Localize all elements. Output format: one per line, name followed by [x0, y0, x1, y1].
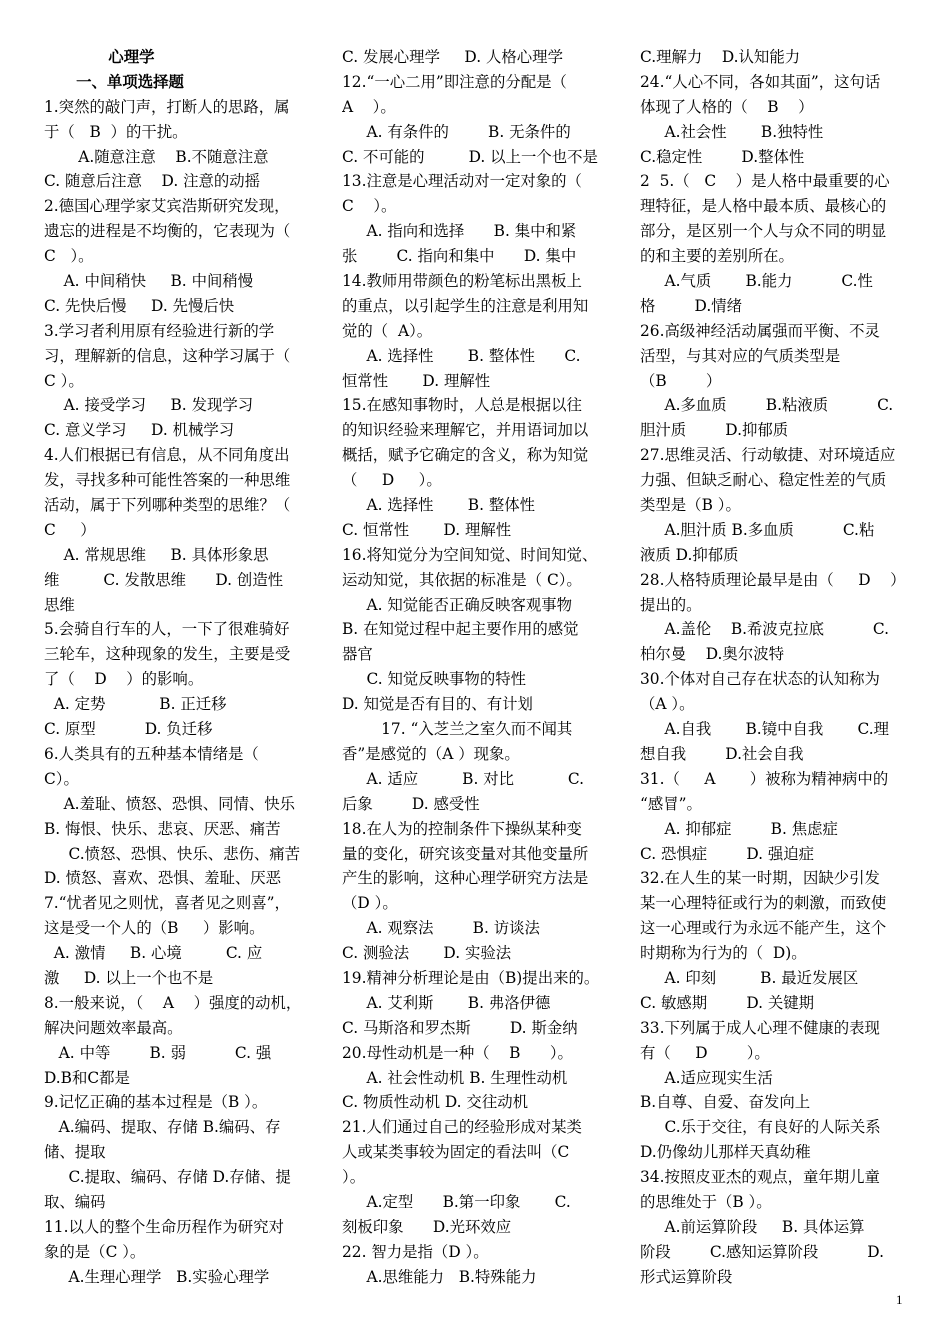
text-line: 三轮车，这种现象的发生，主要是受	[44, 645, 291, 664]
text-line: A.羞耻、愤怒、恐惧、同情、快乐	[44, 794, 296, 813]
text-line: 9.记忆正确的基本过程是（B ）。	[44, 1093, 268, 1112]
text-line: A.编码、提取、存储 B.编码、存	[44, 1118, 281, 1137]
text-line: 部分，是区别一个人与众不同的明显	[640, 222, 887, 241]
text-line: C. 恒常性 D. 理解性	[342, 520, 512, 539]
text-line: A.自我 B.镜中自我 C.理	[640, 720, 890, 739]
text-line: 了（ D ）的影响。	[44, 670, 204, 689]
column-3	[640, 45, 908, 1290]
text-line: 19.精神分析理论是由（B)提出来的。	[342, 968, 600, 987]
text-line: A. 知觉能否正确反映客观事物	[342, 595, 573, 614]
text-line: 2.德国心理学家艾宾浩斯研究发现，	[44, 197, 290, 216]
text-line: 体现了人格的（ B ）	[640, 97, 814, 116]
text-line: 某一心理特征或行为的刺激，而致使	[640, 894, 887, 913]
text-line: C. 发展心理学 D. 人格心理学	[342, 48, 563, 66]
text-line: C. 先快后慢 D. 先慢后快	[44, 296, 235, 315]
text-line: C. 意义学习 D. 机械学习	[44, 421, 235, 440]
text-line: 4.人们根据已有信息，从不同角度出	[44, 446, 290, 465]
text-line: C. 原型 D. 负迁移	[44, 720, 213, 739]
text-line: C. 物质性动机 D. 交往动机	[342, 1093, 528, 1112]
text-line: 香”是感觉的（A ）现象。	[342, 744, 520, 763]
text-line: C. 不可能的 D. 以上一个也不是	[342, 147, 598, 166]
text-line: 理特征，是人格中最本质、最核心的	[640, 197, 887, 216]
page-number: 1	[896, 1292, 903, 1307]
text-line: D. 愤怒、喜欢、恐惧、羞耻、厌恶	[44, 869, 282, 888]
text-line: A.思维能力 B.特殊能力	[342, 1267, 537, 1286]
text-line: 刻板印象 D.光环效应	[342, 1217, 512, 1236]
text-line: 张 C. 指向和集中 D. 集中	[342, 247, 577, 266]
text-line: A.定型 B.第一印象 C.	[342, 1192, 571, 1211]
text-line: B. 在知觉过程中起主要作用的感觉	[342, 620, 579, 639]
text-line: A. 中等 B. 弱 C. 强	[44, 1043, 272, 1062]
text-line: D.B和C都是	[44, 1068, 130, 1087]
text-line: 发，寻找多种可能性答案的一种思维	[44, 471, 291, 490]
text-line: A. 适应 B. 对比 C.	[342, 769, 584, 788]
text-line: 产生的影响，这种心理学研究方法是	[342, 869, 589, 888]
text-line: 34.按照皮亚杰的观点，童年期儿童	[640, 1168, 880, 1187]
text-line: C.理解力 D.认知能力	[640, 48, 801, 66]
text-line: 储、提取	[44, 1143, 106, 1162]
text-line: 7.“忧者见之则忧，喜者见之则喜”，	[44, 894, 290, 913]
text-line: 8.一般来说，（ A ）强度的动机，	[44, 993, 302, 1012]
text-line: A.盖伦 B.希波克拉底 C.	[640, 620, 890, 639]
text-line: 格 D.情绪	[640, 296, 742, 315]
text-line: C ）。	[342, 197, 397, 216]
text-line: 量的变化，研究该变量对其他变量所	[342, 844, 589, 863]
text-line: （A ）。	[640, 695, 695, 714]
text-line: B.自尊、自爱、奋发向上	[640, 1093, 811, 1112]
text-line: 27.思维灵活、行动敏捷、对环境适应	[640, 446, 896, 465]
text-line: 24.“人心不同，各如其面”，这句话	[640, 72, 881, 91]
text-line: C.提取、编码、存储 D.存储、提	[44, 1168, 291, 1187]
text-line: A.社会性 B.独特性	[640, 122, 824, 141]
text-line: 取、编码	[44, 1192, 106, 1211]
text-line: D. 知觉是否有目的、有计划	[342, 695, 533, 714]
text-line: “感冒”。	[640, 794, 702, 813]
text-line: 18.在人为的控制条件下操纵某种变	[342, 819, 582, 838]
text-line: 于（ B ）的干扰。	[44, 122, 188, 141]
text-line: C ）。	[44, 247, 94, 266]
text-line: 提出的。	[640, 595, 702, 614]
text-line: 有（ D ）。	[640, 1043, 770, 1062]
text-line: D.仍像幼儿那样天真幼稚	[640, 1143, 811, 1162]
text-line: 后象 D. 感受性	[342, 794, 480, 813]
text-line: A. 接受学习 B. 发现学习	[44, 396, 254, 415]
text-line: 运动知觉，其依据的标准是（ C）。	[342, 570, 582, 589]
text-line: C.乐于交往，有良好的人际关系	[640, 1118, 881, 1137]
text-line: A.前运算阶段 B. 具体运算	[640, 1217, 865, 1236]
text-line: 觉的（ A）。	[342, 321, 433, 340]
text-line: 概括，赋予它确定的含义，称为知觉	[342, 446, 589, 465]
text-line: A.胆汁质 B.多血质 C.粘	[640, 520, 875, 539]
text-line: 恒常性 D. 理解性	[342, 371, 491, 390]
text-line: C. 恐惧症 D. 强迫症	[640, 844, 815, 863]
text-line: （B ）	[640, 371, 722, 390]
text-line: A. 定势 B. 正迁移	[44, 695, 227, 714]
text-line: 活动，属于下列哪种类型的思维？（	[44, 496, 291, 515]
text-line: 21.人们通过自己的经验形成对某类	[342, 1118, 582, 1137]
text-line: C ）	[44, 520, 96, 539]
text-line: 活型，与其对应的气质类型是	[640, 346, 841, 365]
text-line: A. 中间稍快 B. 中间稍慢	[44, 272, 254, 291]
text-line: B. 悔恨、快乐、悲哀、厌恶、痛苦	[44, 819, 281, 838]
text-line: C. 敏感期 D. 关键期	[640, 993, 815, 1012]
text-line: 28.人格特质理论最早是由（ D ）	[640, 570, 906, 589]
text-line: 31.（ A ）被称为精神病中的	[640, 769, 889, 788]
text-line: C. 马斯洛和罗杰斯 D. 斯金纳	[342, 1018, 578, 1037]
text-line: A. 观察法 B. 访谈法	[342, 919, 540, 938]
text-line: 液质 D.抑郁质	[640, 545, 739, 564]
text-line: A. 社会性动机 B. 生理性动机	[342, 1068, 568, 1087]
text-line: 器官	[342, 645, 373, 664]
text-line: ）。	[342, 1168, 366, 1187]
column-2	[342, 45, 614, 1290]
text-line: A. 有条件的 B. 无条件的	[342, 122, 571, 141]
text-line: A. 指向和选择 B. 集中和紧	[342, 222, 577, 241]
text-line: 22. 智力是指（D ）。	[342, 1242, 489, 1261]
text-line: 人或某类事较为固定的看法叫（C	[342, 1143, 570, 1162]
text-line: A. 常规思维 B. 具体形象思	[44, 545, 269, 564]
text-line: 15.在感知事物时，人总是根据以往	[342, 396, 582, 415]
text-line: 6.人类具有的五种基本情绪是（	[44, 744, 259, 763]
text-line: C. 随意后注意 D. 注意的动摇	[44, 172, 261, 191]
text-line: 26.高级神经活动属强而平衡、不灵	[640, 321, 880, 340]
text-line: 象的是（C ）。	[44, 1242, 146, 1261]
text-line: 16.将知觉分为空间知觉、时间知觉、	[342, 545, 598, 564]
text-line: 习，理解新的信息，这种学习属于（	[44, 346, 291, 365]
text-line: A. 抑郁症 B. 焦虑症	[640, 819, 838, 838]
text-line: 的思维处于（B ）。	[640, 1192, 772, 1211]
text-line: A. 选择性 B. 整体性	[342, 496, 536, 515]
text-line: 20.母性动机是一种（ B ）。	[342, 1043, 573, 1062]
text-line: 2 5.（ C ）是人格中最重要的心	[640, 172, 890, 191]
text-line: A.气质 B.能力 C.性	[640, 272, 873, 291]
text-line: 11.以人的整个生命历程作为研究对	[44, 1217, 284, 1236]
text-line: 14.教师用带颜色的粉笔标出黑板上	[342, 272, 582, 291]
text-line: C. 测验法 D. 实验法	[342, 944, 512, 963]
document-title: 心理学	[44, 48, 155, 66]
column-1	[44, 45, 316, 1290]
text-line: A. 印刻 B. 最近发展区	[640, 968, 859, 987]
text-line: 3.学习者利用原有经验进行新的学	[44, 321, 275, 340]
text-line: 12.“一心二用”即注意的分配是（	[342, 72, 567, 91]
text-line: 形式运算阶段	[640, 1267, 733, 1286]
text-line: C.愤怒、恐惧、快乐、悲伤、痛苦	[44, 844, 301, 863]
text-line: 胆汁质 D.抑郁质	[640, 421, 789, 440]
text-line: （D ）。	[342, 894, 398, 913]
text-line: 阶段 C.感知运算阶段 D.	[640, 1242, 884, 1261]
text-line: 1.突然的敲门声，打断人的思路，属	[44, 97, 290, 116]
text-line: A.适应现实生活	[640, 1068, 773, 1087]
text-line: A. 选择性 B. 整体性 C.	[342, 346, 581, 365]
text-line: 力强、但缺乏耐心、稳定性差的气质	[640, 471, 887, 490]
text-line: 激 D. 以上一个也不是	[44, 968, 214, 987]
text-line: （ D ）。	[342, 471, 442, 490]
text-line: 33.下列属于成人心理不健康的表现	[640, 1018, 880, 1037]
text-line: 遗忘的进程是不均衡的，它表现为（	[44, 222, 291, 241]
text-line: 的和主要的差别所在。	[640, 247, 794, 266]
text-line: 这是受一个人的（B ）影响。	[44, 919, 265, 938]
text-line: 这一心理或行为永远不能产生，这个	[640, 919, 887, 938]
text-line: 类型是（B ）。	[640, 496, 741, 515]
text-line: 的重点，以引起学生的注意是利用知	[342, 296, 589, 315]
text-line: 30.个体对自己存在状态的认知称为	[640, 670, 880, 689]
text-line: 维 C. 发散思维 D. 创造性	[44, 570, 284, 589]
text-line: 解决问题效率最高。	[44, 1018, 183, 1037]
section-heading: 一、单项选择题	[44, 72, 184, 91]
text-line: 时期称为行为的（ D)。	[640, 944, 807, 963]
text-line: 13.注意是心理活动对一定对象的（	[342, 172, 582, 191]
text-line: 5.会骑自行车的人，一下了很难骑好	[44, 620, 290, 639]
text-line: A.多血质 B.粘液质 C.	[640, 396, 894, 415]
text-line: C. 知觉反映事物的特性	[342, 670, 526, 689]
text-line: A. 艾利斯 B. 弗洛伊德	[342, 993, 551, 1012]
text-line: 思维	[44, 595, 75, 614]
text-line: 32.在人生的某一时期，因缺少引发	[640, 869, 880, 888]
text-line: 17. “入芝兰之室久而不闻其	[342, 720, 573, 739]
text-line: A.随意注意 B.不随意注意	[44, 147, 269, 166]
text-line: A.生理心理学 B.实验心理学	[44, 1267, 270, 1286]
text-line: C.稳定性 D.整体性	[640, 147, 805, 166]
text-line: C）。	[44, 769, 79, 788]
text-line: 想自我 D.社会自我	[640, 744, 804, 763]
text-line: 的知识经验来理解它，并用语词加以	[342, 421, 589, 440]
text-line: 柏尔曼 D.奥尔波特	[640, 645, 784, 664]
text-line: A ）。	[342, 97, 396, 116]
text-line: C ）。	[44, 371, 84, 390]
text-line: A. 激情 B. 心境 C. 应	[44, 944, 263, 963]
